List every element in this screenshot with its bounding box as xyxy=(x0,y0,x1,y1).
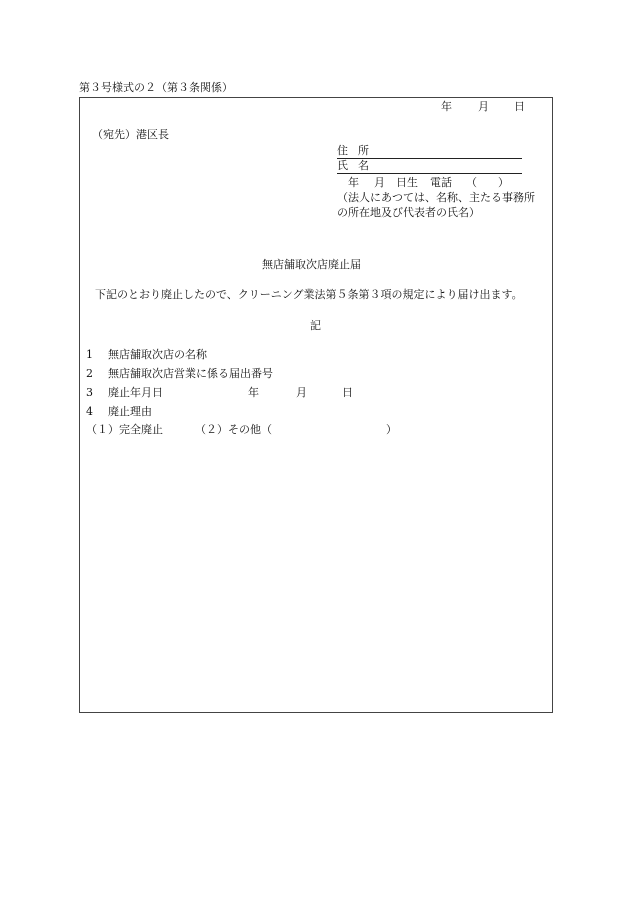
reason-option-2-close: ） xyxy=(386,423,397,436)
phone-paren-open: （ xyxy=(466,176,477,189)
item-2-number: 2 xyxy=(86,367,93,380)
address-line xyxy=(337,145,522,159)
addressee: （宛先）港区長 xyxy=(92,128,169,141)
item-1-number: 1 xyxy=(86,348,93,361)
document-title: 無店舗取次店廃止届 xyxy=(262,258,361,271)
item-4-label: 廃止理由 xyxy=(108,405,152,418)
ki-heading: 記 xyxy=(310,319,321,332)
item-3-year: 年 xyxy=(248,386,259,399)
item-1-label: 無店舗取次店の名称 xyxy=(108,348,207,361)
item-3-label: 廃止年月日 xyxy=(108,386,163,399)
item-3-day: 日 xyxy=(342,386,353,399)
item-3-number: 3 xyxy=(86,386,93,399)
address-label-1: 住 xyxy=(337,144,348,157)
birthday-label: 日生 xyxy=(396,176,418,189)
date-month: 月 xyxy=(478,100,489,113)
name-label-1: 氏 xyxy=(337,159,348,172)
reason-option-2: （２）その他（ xyxy=(195,423,272,436)
form-number: 第３号様式の２（第３条関係） xyxy=(79,81,233,94)
corporate-note-1: （法人にあつては、名称、主たる事務所 xyxy=(337,191,535,204)
date-day: 日 xyxy=(514,100,525,113)
item-2-label: 無店舗取次店営業に係る届出番号 xyxy=(108,367,273,380)
reason-option-1: （１）完全廃止 xyxy=(86,423,163,436)
address-label-2: 所 xyxy=(358,144,369,157)
name-line xyxy=(337,160,522,174)
phone-label: 電話 xyxy=(430,176,452,189)
date-year: 年 xyxy=(441,100,452,113)
corporate-note-2: の所在地及び代表者の氏名） xyxy=(337,206,480,219)
phone-paren-close: ） xyxy=(498,176,509,189)
item-3-month: 月 xyxy=(296,386,307,399)
birth-year: 年 xyxy=(348,176,359,189)
body-text: 下記のとおり廃止したので、クリーニング業法第５条第３項の規定により届け出ます。 xyxy=(95,288,523,301)
name-label-2: 名 xyxy=(358,159,369,172)
birth-month: 月 xyxy=(374,176,385,189)
item-4-number: 4 xyxy=(86,405,93,418)
